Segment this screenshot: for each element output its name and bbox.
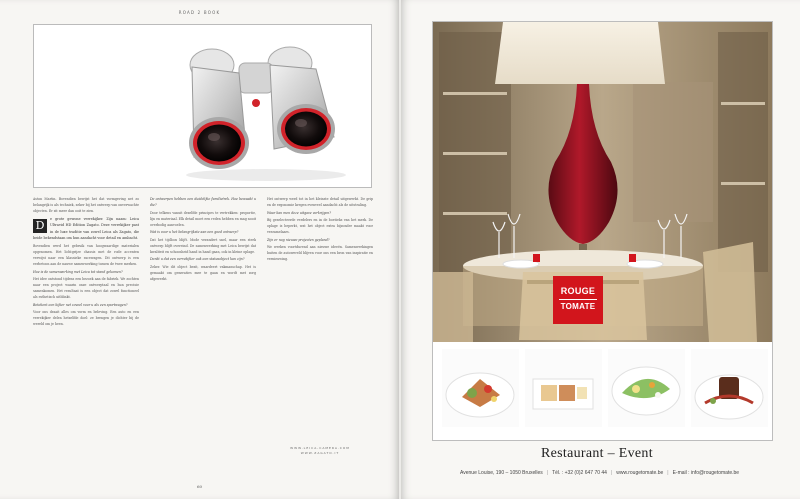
column-1-paragraph: Bovendien werd het gebruik van hoogwaardige materialen opgenomen. Het lichtgrijze chassis met de rode accenten verwijst naar een klassieke racewagen. Dit ontwerp is een eerbetoon aan de nauwe samenwerking tussen de twee merken. [33,244,139,266]
dish-photo-2 [525,349,602,427]
intro-paragraph [33,216,139,242]
ad-title: Restaurant – Event [541,446,653,461]
logo-divider [559,299,597,300]
article-column-2 [150,196,256,462]
interview-question: Wat is voor u het belangrijkste aan een goed ontwerp? [150,230,239,234]
article-column-3 [267,196,373,462]
dish-illustration [442,349,519,427]
interview-question: Waar kan men deze uitgave verkrijgen? [267,210,332,215]
interview-question: Hoe is de samenwerking met Leica tot stand gekomen? [33,269,123,274]
column-3-answer: Bij geselecteerde verdelers en in de boetieks van het merk. De oplage is beperkt, wat het object extra bijzonder maakt voor verzamelaars. [267,218,373,234]
credit-link-leica[interactable]: WWW.LEICA-CAMERA.COM [290,446,350,450]
column-2-answer: Door telkens vanuit dezelfde principes te vertrekken: proportie, lijn en materiaal. Elk detail moet een reden hebben en mag nooit overbodig aanvoelen. [150,210,256,227]
column-1-answer: Het idee ontstond tijdens een bezoek aan de fabriek. We zochten naar een project waarin onze ontwerptaal en hun precisie samenkomen. Het resultaat is een object dat zowel functioneel als esthetisch uitblinkt. [33,277,139,299]
column-3-paragraph: Het ontwerp werd tot in het kleinste detail uitgewerkt. De grip en de ergonomie kregen evenveel aandacht als de uitstraling. [267,197,373,207]
rouge-tomate-logo [553,276,603,324]
address-text: Avenue Louise, 190 – 1050 Bruxelles [460,470,543,476]
article-column-1 [33,196,139,462]
dish-illustration [608,349,685,427]
column-2-answer: Zeker. Wie dit object bezit, waardeert vakmanschap. Het is gemaakt om generaties mee te gaan en wordt met zorg afgewerkt. [150,264,256,281]
ad-contact-line [459,470,777,476]
phone-text: Tél. : +32 (0)2 647 70 44 [552,470,607,476]
web-credits [267,446,373,456]
binoculars-illustration [34,25,371,187]
interview-question: Zijn er nog nieuwe projecten gepland? [267,237,330,242]
dish-illustration [525,349,602,427]
dish-illustration [691,349,768,427]
right-page-advert [401,0,800,499]
binoculars-photo [33,24,372,188]
interview-question: De ontwerpen hebben een duidelijke familietrek. Hoe bewaakt u die? [150,197,256,207]
logo-line-1: ROUGE [560,286,596,296]
column-2-answer: Dat het tijdloos blijft. Mode verandert snel, maar een sterk ontwerp blijft overeind. De samenwerking met Leica bewijst dat kwaliteit en schoonheid hand in hand gaan, ook in kleine oplage. [150,237,256,254]
page-number: 60 [196,484,203,489]
credit-link-zagato[interactable]: WWW.ZAGATO.IT [300,451,340,455]
dish-photo-4 [691,349,768,427]
separator: | [610,470,613,476]
running-head: ROAD 2 BOOK [178,10,221,15]
dish-photo-1 [442,349,519,427]
website-link[interactable]: www.rougetomate.be [616,470,664,476]
intro-text: e grote gewone verrekijker. Zijn naam: Leica Ultravid HD Edition Zagato. Deze verrekijker past in de luxe traditie van zowel Leica als Zagato, die beide bekendstaan om hun aandacht voor detail en ambacht. [33,216,139,240]
separator: | [546,470,549,476]
column-1-opening: Aston Martin. Bovendien bewijst het dat vormgeving net zo belangrijk is als techniek, zeker bij het ontwerp van onverwachte objecten. Er zit meer dan ooit te zien. [33,197,139,213]
separator: | [667,470,669,476]
interview-question: Denkt u dat een verrekijker ook een statusobject kan zijn? [150,257,245,261]
logo-line-2: TOMATE [560,302,596,311]
left-page [0,0,399,499]
column-3-answer: We werken voortdurend aan nieuwe ideeën. Samenwerkingen buiten de autowereld blijven voor ons een bron van inspiratie en vernieuwing. [267,245,373,261]
dish-photo-3 [608,349,685,427]
article-body [33,196,373,462]
drop-cap: D [33,219,47,233]
email-link[interactable]: E-mail : info@rougetomate.be [672,470,740,476]
column-1-answer: Voor ons draait alles om vorm en beleving. Een auto en een verrekijker delen hetzelfde doel: ze brengen je dichter bij de wereld om je heen. [33,310,139,326]
interview-question: Betekent een kijker net zoveel voor u als een sportwagen? [33,302,128,307]
